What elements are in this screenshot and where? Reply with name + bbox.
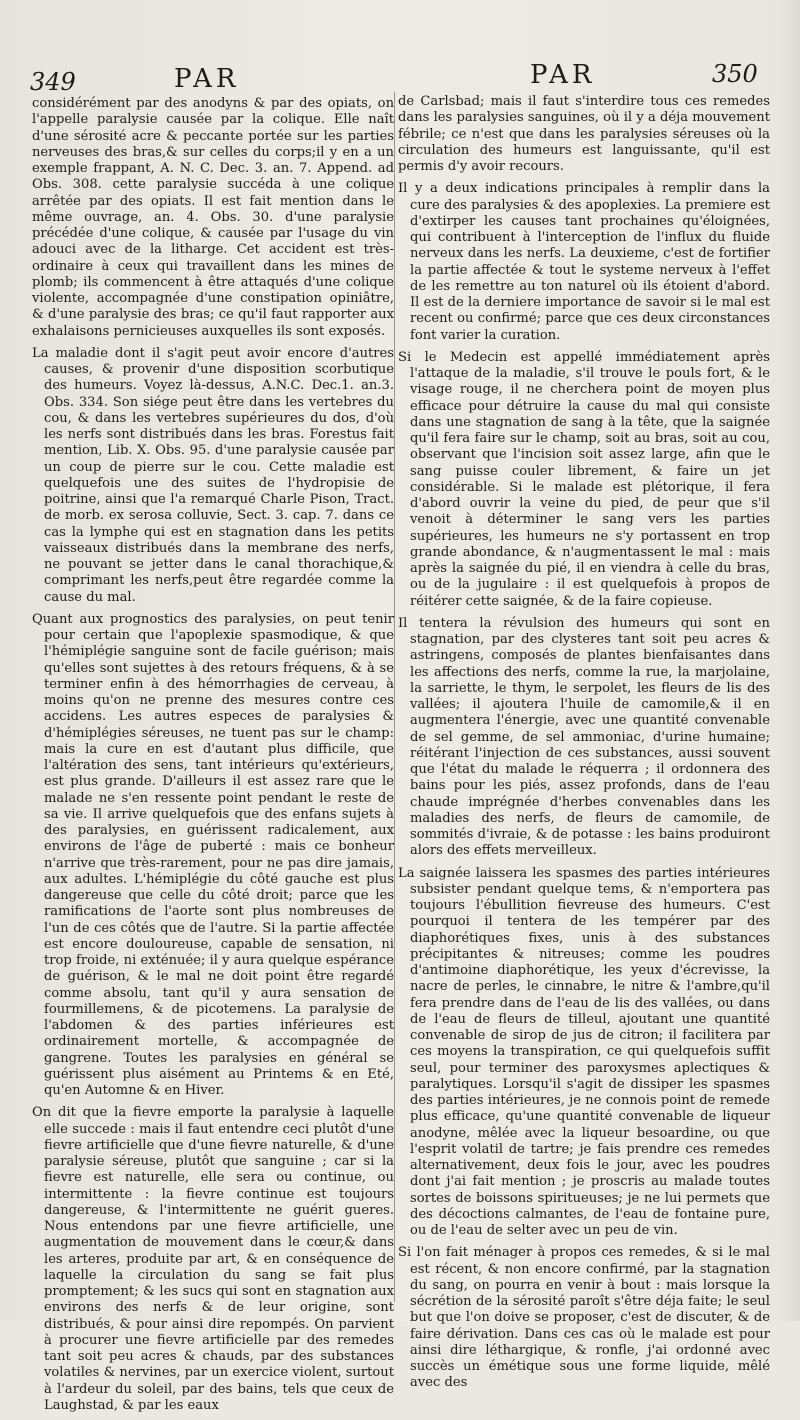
right-paragraph-4: Il tentera la révulsion des humeurs qui sont en stagnation, par des clysteres tant soit peu acres & astringens, composés de plantes bienfaisantes dans les affections des nerfs, comme la rue, la marjolaine, la sarriette, le thym, le serpolet, les fleurs de lis des vallées; il ajoutera l'huile de camomile,& il en augmentera l'énergie, avec une quantité convenable de sel gemme, de sel ammoniac, d'urine humaine; réitérant l'injection de ces substances, aussi souvent que l'état du malade le réquerra ; il ordonnera des bains pour les piés, assez profonds, dans de l'eau chaude imprégnée d'herbes convenables dans les maladies des nerfs, de fleurs de camomile, de sommités d'ivraie, & de potasse : les bains produiront alors des effets merveilleux. <box>398 615 770 859</box>
page-edge-shadow <box>780 0 800 1321</box>
right-paragraph-5: La saignée laissera les spasmes des parties intérieures subsister pendant quelque tems, & n'emportera pas toujours l'ébullition fievreuse des humeurs. C'est pourquoi il tentera de les tempérer par des diaphorétiques fixes, unis à des substances précipitantes & nitreuses; comme les poudres d'antimoine diaphorétique, les yeux d'écrevisse, la nacre de perles, le cinnabre, le nitre & l'ambre,qu'il fera prendre dans de l'eau de lis des vallées, ou dans de l'eau de fleurs de tilleul, ajoutant une quantité convenable de sirop de jus de citron; il facilitera par ces moyens la transpiration, ce qui quelquefois suffit seul, pour terminer des paroxysmes aplectiques & paralytiques. Lorsqu'il s'agit de dissiper les spasmes des parties intérieures, je ne connois point de remede plus efficace, qu'une quantité convenable de liqueur anodyne, mêlée avec la liqueur besoardine, ou que l'esprit volatil de tartre; je fais prendre ces remedes alternativement, deux fois le jour, avec les poudres dont j'ai fait mention ; je proscris au malade toutes sortes de boissons spiritueuses; je ne lui permets que des décoctions calmantes, de l'eau de fontaine pure, ou de l'eau de selter avec un peu de vin. <box>398 865 770 1238</box>
left-paragraph-3: Quant aux prognostics des paralysies, on peut tenir pour certain que l'apoplexie spasmodique, & que l'hémiplégie sanguine sont de facile guérison; mais qu'elles sont sujettes à des retours fréquens, & à se terminer enfin à des hémorrhagies de cerveau, à moins qu'on ne prenne des mesures contre ces accidens. Les autres especes de paralysies & d'hémiplégies séreuses, ne tuent pas sur le champ: mais la cure en est d'autant plus difficile, que l'altération des sens, tant intérieurs qu'extérieurs, est plus grande. D'ailleurs il est assez rare que le malade ne s'en ressente point pendant le reste de sa vie. Il arrive quelquefois que des enfans sujets à des paralysies, en guérissent radicalement, aux environs de l'âge de puberté : mais ce bonheur n'arrive que très-rarement, pour ne pas dire jamais, aux adultes. L'hémiplégie du côté gauche est plus dangereuse que celle du côté droit; parce que les ramifications de l'aorte sont plus nombreuses de l'un de ces côtés que de l'autre. Si la partie affectée est encore douloureuse, capable de sensation, ni trop froide, ni exténuée; il y aura quelque espérance de guérison, & le mal ne doit point être regardé comme absolu, tant qu'il y aura sensation de fourmillemens, & de picotemens. La paralysie de l'abdomen & des parties inférieures est ordinairement mortelle, & accompagnée de gangrene. Toutes les paralysies en général se guérissent plus aisément au Printems & en Eté, qu'en Automne & en Hiver. <box>32 611 394 1098</box>
right-page-number: 350 <box>712 60 758 88</box>
right-paragraph-3: Si le Medecin est appellé immédiatement après l'attaque de la maladie, s'il trouve le pouls fort, & le visage rouge, il ne cherchera point de moyen plus efficace pour détruire la cause du mal qui consiste dans une stagnation de sang à la tête, que la saignée qu'il fera faire sur le champ, soit au bras, soit au cou, observant que l'incision soit assez large, afin que le sang puisse couler librement, & faire un jet considérable. Si le malade est plétorique, il fera d'abord ouvrir la veine du pied, de peur que s'il venoit à déterminer le sang vers les parties supérieures, les humeurs ne s'y portassent en trop grande abondance, & n'augmentassent le mal : mais après la saignée du pié, il en viendra à celle du bras, ou de la jugulaire : il est quelquefois à propos de réitérer cette saignée, & de la faire copieuse. <box>398 349 770 609</box>
right-paragraph-6: Si l'on fait ménager à propos ces remedes, & si le mal est récent, & non encore confirmé, par la stagnation du sang, on pourra en venir à bout : mais lorsque la sécrétion de la sérosité paroît s'être déja faite; le seul but que l'on doive se proposer, c'est de discuter, & de faire dérivation. Dans ces cas où le malade est pour ainsi dire léthargique, & ronfle, j'ai ordonné avec succès un émétique sous une forme liquide, mêlé avec des <box>398 1245 770 1391</box>
right-running-head: PAR <box>530 60 596 90</box>
left-paragraph-4: On dit que la fievre emporte la paralysie à laquelle elle succede : mais il faut entendre ceci plutôt d'une fievre artificielle que d'une fievre naturelle, & d'une paralysie séreuse, plutôt que sanguine ; car si la fievre est naturelle, elle sera ou continue, ou intermittente : la fievre continue est toujours dangereuse, & l'intermittente ne guérit gueres. Nous entendons par une fievre artificielle, une augmentation de mouvement dans le cœur,& dans les arteres, produite par art, & en conséquence de laquelle la circulation du sang se fait plus promptement; & les sucs qui sont en stagnation aux environs des nerfs & de leur origine, sont distribués, & pour ainsi dire repompés. On parvient à procurer une fievre artificielle par des remedes tant soit peu acres & chauds, par des substances volatiles & nervines, par un exercice violent, surtout à l'ardeur du soleil, par des bains, tels que ceux de Laughstad, & par les eaux <box>32 1105 394 1413</box>
left-page-number: 349 <box>30 68 76 96</box>
column-divider <box>394 92 395 1302</box>
left-paragraph-1: considérément par des anodyns & par des opiats, on l'appelle paralysie causée par la colique. Elle naît d'une sérosité acre & peccante portée sur les parties nerveuses des bras,& sur celles du corps;il y en a un exemple frappant, A. N. C. Dec. 3. an. 7. Append. ad Obs. 308. cette paralysie succéda à une colique arrêtée par des opiats. Il est fait mention dans le même ouvrage, an. 4. Obs. 30. d'une paralysie précédée d'une colique, & causée par l'usage du vin adouci avec de la litharge. Cet accident est très-ordinaire à ceux qui travaillent dans les mines de plomb; ils commencent à être attaqués d'une colique violente, accompagnée d'une constipation opiniâtre, & d'une paralysie des bras; ce qu'il faut rapporter aux exhalaisons pernicieuses auxquelles ils sont exposés. <box>32 96 394 339</box>
right-paragraph-1: de Carlsbad; mais il faut s'interdire tous ces remedes dans les paralysies sanguines, où il y a déja mouvement fébrile; ce n'est que dans les paralysies séreuses où la circulation des humeurs est languissante, qu'il est permis d'y avoir recours. <box>398 94 770 174</box>
page-header <box>0 0 800 100</box>
left-text-column <box>32 96 394 1420</box>
right-text-column <box>398 94 770 1398</box>
left-paragraph-2: La maladie dont il s'agit peut avoir encore d'autres causes, & provenir d'une disposition scorbutique des humeurs. Voyez là-dessus, A.N.C. Dec.1. an.3. Obs. 334. Son siége peut être dans les vertebres du cou, & dans les vertebres supérieures du dos, d'où les nerfs sont distribués dans les bras. Forestus fait mention, Lib. X. Obs. 95. d'une paralysie causée par un coup de pierre sur le cou. Cette maladie est quelquefois une des suites de l'hydropisie de poitrine, ainsi que l'a remarqué Charle Pison, Tract. de morb. ex serosa colluvie, Sect. 3. cap. 7. dans ce cas la lymphe qui est en stagnation dans les petits vaisseaux distribués dans la membrane des nerfs, ne pouvant se jetter dans le canal thorachique,& comprimant les nerfs,peut être regardée comme la cause du mal. <box>32 345 394 605</box>
left-running-head: PAR <box>174 64 240 94</box>
right-paragraph-2: Il y a deux indications principales à remplir dans la cure des paralysies & des apoplexies. La premiere est d'extirper les causes tant prochaines qu'éloignées, qui contribuent à l'interception de l'influx du fluide nerveux dans les nerfs. La deuxieme, c'est de fortifier la partie affectée & tout le systeme nerveux à l'effet de les remettre au ton naturel où ils étoient d'abord. Il est de la derniere importance de savoir si le mal est recent ou confirmé; parce que ces deux circonstances font varier la curation. <box>398 181 770 343</box>
